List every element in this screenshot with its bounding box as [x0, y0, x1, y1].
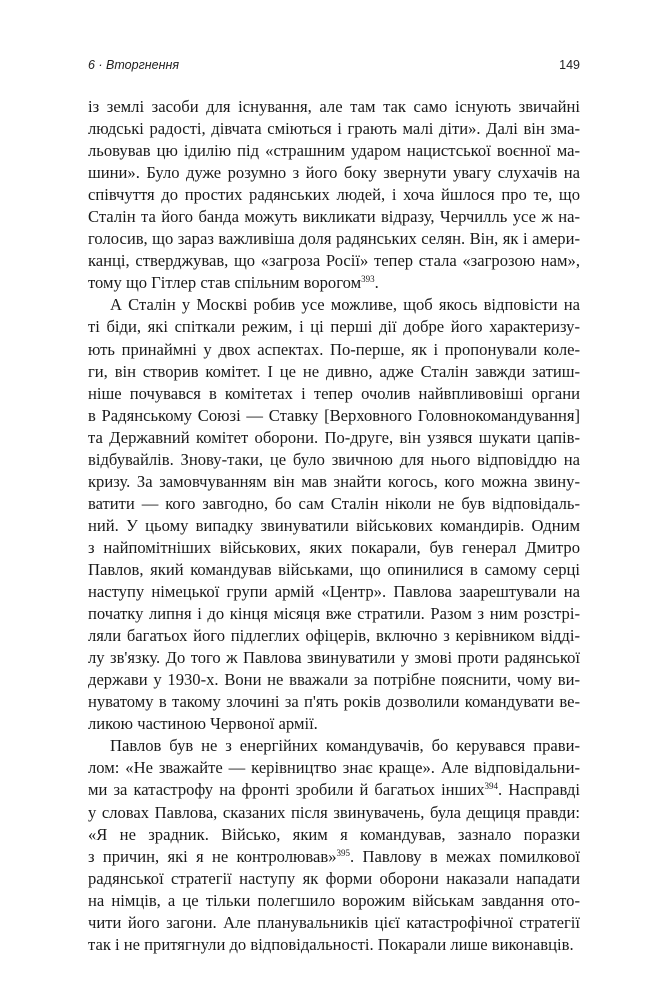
footnote-marker: 395 [336, 847, 351, 858]
text-line: ті біди, які спіткали режим, і ці перші дії добре його характеризу- [88, 317, 580, 337]
text-line: з найпомітніших військових, яких покарали, був генерал Дмитро [88, 537, 580, 557]
paragraph [88, 294, 580, 735]
text-line: ніше почувався в комітетах і тепер очолив найвпливовіші органи [88, 383, 580, 403]
page-number: 149 [559, 58, 580, 72]
book-page [88, 50, 580, 956]
text-line: та Державний комітет оборони. По-друге, він узявся шукати цапів- [88, 427, 580, 447]
text-line: ляли багатьох його підлеглих офіцерів, включно з керівником відді- [88, 626, 580, 646]
text-line: на німців, а це тільки полегшило ворожим військам завдання ото- [88, 890, 580, 910]
text-line: Сталін та його банда можуть викликати відразу, Черчилль усе ж на- [88, 207, 580, 227]
footnote-marker: 394 [484, 781, 499, 792]
text-line: А Сталін у Москві робив усе можливе, щоб якось відповісти на [110, 295, 580, 315]
text-line: радянської стратегії наступу як форми оборони наказали нападати [88, 868, 580, 888]
text-line: Павлов, який командував військами, що опинилися в самому серці [88, 559, 580, 579]
text-line: ватити — кого завгодно, бо сам Сталін ніколи не був відповідаль- [88, 493, 580, 513]
text-line: кризу. За замовчуванням він мав знайти когось, кого можна звину- [88, 471, 580, 491]
chapter-title: 6 · Вторгнення [88, 58, 180, 72]
text-line: з причин, які я не контролював»$^{395}$. Павлову в межах помилкової [88, 846, 580, 866]
text-line: в Радянському Союзі — Ставку [Верховного Головнокомандування] [88, 405, 580, 425]
paragraph [88, 96, 580, 294]
text-line: «Я не зрадник. Військо, яким я командував, зазнало поразки [88, 824, 580, 844]
text-line: шини». Було дуже розумно з його боку звернути увагу слухачів на [88, 163, 580, 183]
text-line: ний. У цьому випадку звинуватили військових командирів. Одним [88, 515, 580, 535]
text-line: наступу німецької групи армій «Центр». Павлова заарештували на [88, 582, 580, 602]
footnote-marker: 393 [361, 274, 375, 285]
text-line: голосив, що зараз важливіша доля радянських селян. Він, як і амери- [88, 229, 580, 249]
text-line: тому що Гітлер став спільним ворогом$^{393}$. [88, 273, 379, 293]
text-line: чити його загони. Але планувальників цієї катастрофічної стратегії [88, 912, 580, 932]
text-line: у словах Павлова, сказаних після звинувачень, була дещиця правди: [88, 802, 580, 822]
text-line: ги, він створив комітет. І це не дивно, адже Сталін завжди затиш- [88, 361, 580, 381]
text-line: Павлов був не з енергійних командувачів, бо керувався прави- [110, 736, 580, 756]
text-line: початку липня і до кінця місяця вже стратили. Разом з ним розстрі- [88, 604, 580, 624]
text-line: лу зв'язку. До того ж Павлова звинуватили у змові проти радянської [88, 648, 580, 668]
text-line: відбувайлів. Знову-таки, це було звичною для нього відповіддю на [88, 449, 580, 469]
text-line: ликою частиною Червоної армії. [88, 714, 318, 734]
paragraph [88, 735, 580, 955]
text-line: лом: «Не зважайте — керівництво знає краще». Але відповідальни- [88, 758, 580, 778]
text-line: співчуття до простих радянських людей, і хоча йшлося про те, що [88, 185, 580, 205]
text-line: нуватому в такому злочині за п'ять років дозволили командувати ве- [88, 692, 580, 712]
text-line: ми за катастрофу на фронті зробили й багатьох інших$^{394}$. Насправді [88, 780, 580, 800]
text-line: льовував цю ідилію під «страшним ударом нацистської воєнної ма- [88, 141, 580, 161]
text-line: людські радості, дівчата сміються і грають малі діти». Далі він зма- [88, 119, 580, 139]
text-line: ють принаймні у двох аспектах. По-перше, як і пропонували коле- [88, 339, 580, 359]
body-text [88, 96, 580, 956]
text-line: держави у 1930-х. Вони не вважали за потрібне пояснити, чому ви- [88, 670, 580, 690]
text-line: канці, стверджував, що «загроза Росії» тепер стала «загрозою нам», [88, 251, 580, 271]
running-head [88, 50, 580, 74]
text-line: так і не притягнули до відповідальності. Покарали лише виконавців. [88, 934, 574, 954]
text-line: із землі засоби для існування, але там так само існують звичайні [88, 97, 580, 116]
